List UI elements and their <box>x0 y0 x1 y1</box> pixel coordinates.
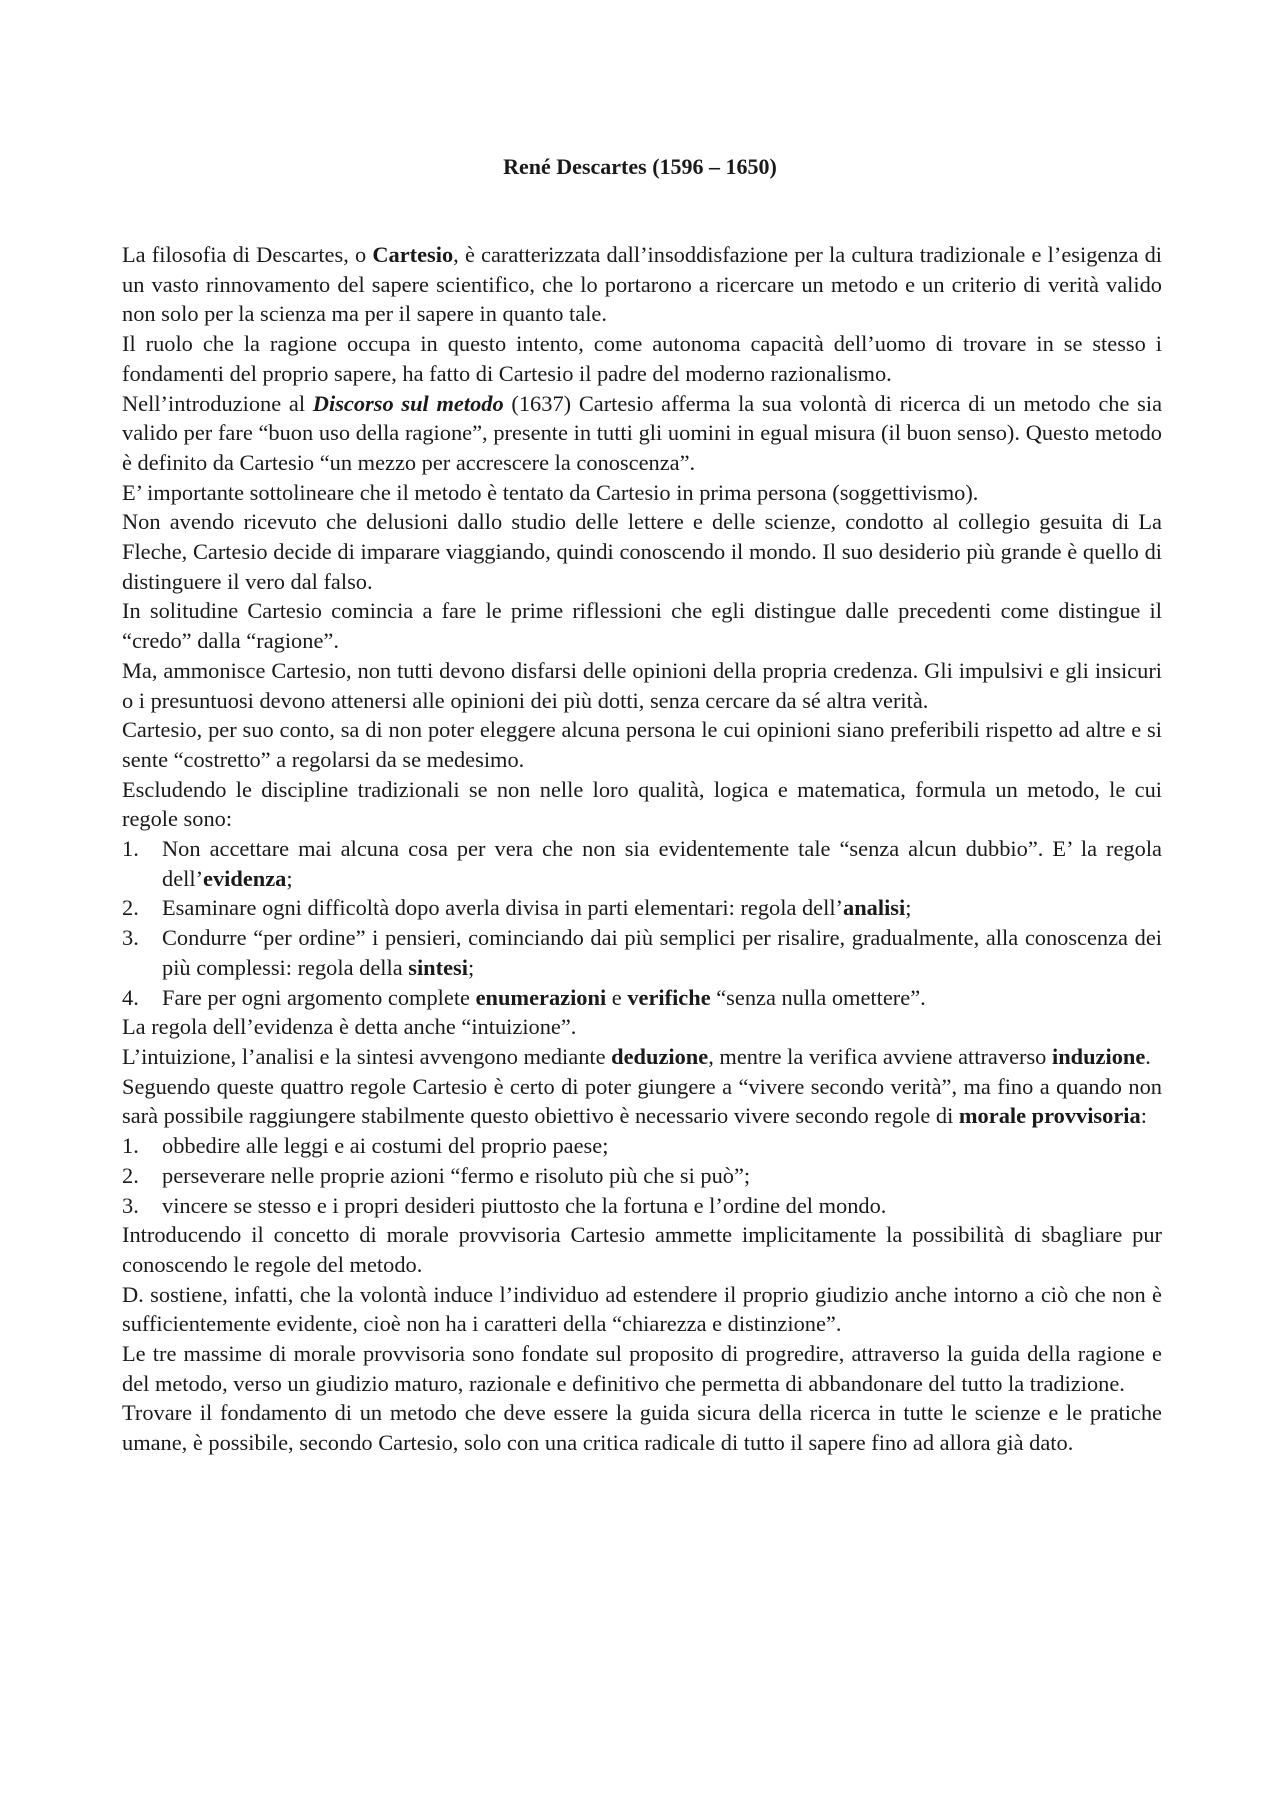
paragraph-intuizione: La regola dell’evidenza è detta anche “intuizione”. <box>122 1014 577 1040</box>
text-run: , è caratterizzata dall’insoddisfazione per la cultura tradizionale e l’esigenza di un vasto rinnovamento del sapere scientifico, che lo portarono a ricercare un metodo e un criterio di verità valido non solo per la scienza ma per il sapere in quanto tale. <box>122 242 1162 327</box>
text-run: vincere se stesso e i propri desideri piuttosto che la fortuna e l’ordine del mondo. <box>162 1192 887 1218</box>
paragraph-intro <box>122 240 1162 329</box>
paragraph-discorso <box>122 389 1162 478</box>
text-run: ; <box>286 865 293 891</box>
bold-term-cartesio: Cartesio <box>372 242 454 267</box>
text-run: , mentre la verifica avviene attraverso <box>708 1043 1052 1069</box>
list-number: 3. <box>122 925 139 951</box>
list-item <box>122 923 1162 982</box>
bold-term-morale-provvisoria: morale provvisoria <box>958 1103 1141 1129</box>
paragraph-ammonisce: Ma, ammonisce Cartesio, non tutti devono disfarsi delle opinioni della propria credenza. Gli impulsivi e gli insicuri o i presuntuosi devono attenersi alle opinioni dei più dotti, senza cercare da sé altra verità. <box>122 657 1162 713</box>
text-run: Condurre “per ordine” i pensieri, cominciando dai più semplici per risalire, gradualmente, alla conoscenza dei più complessi: regola della <box>162 925 1162 980</box>
text-run: La filosofia di Descartes, o <box>122 242 373 267</box>
text-run: “senza nulla omettere”. <box>710 984 926 1010</box>
text-run: ; <box>905 895 912 921</box>
paragraph-soggettivismo: E’ importante sottolineare che il metodo è tentato da Cartesio in prima persona (soggettivismo). <box>122 479 979 505</box>
paragraph-conclusione: Trovare il fondamento di un metodo che deve essere la guida sicura della ricerca in tutte le scienze e le pratiche umane, è possibile, secondo Cartesio, solo con una critica radicale di tutto il sapere fino ad allora già dato. <box>122 1400 1162 1456</box>
bold-term-evidenza: evidenza <box>203 865 287 891</box>
document-body <box>122 240 1162 1458</box>
bold-term-verifiche: verifiche <box>627 984 711 1010</box>
paragraph-solitudine: In solitudine Cartesio comincia a fare le prime riflessioni che egli distingue dalle precedenti come distingue il “credo” dalla “ragione”. <box>122 598 1162 654</box>
paragraph-volonta: D. sostiene, infatti, che la volontà induce l’individuo ad estendere il proprio giudizio anche intorno a ciò che non è sufficientemente evidente, cioè non ha i caratteri della “chiarezza e distinzione”. <box>122 1281 1162 1337</box>
moral-rules-list <box>122 1131 1162 1220</box>
bold-term-deduzione: deduzione <box>611 1043 709 1069</box>
text-run: . <box>1145 1043 1151 1069</box>
bold-italic-title-discorso: Discorso sul metodo <box>312 390 504 416</box>
list-number: 4. <box>122 984 139 1010</box>
bold-term-analisi: analisi <box>843 895 906 921</box>
list-item <box>122 1161 1162 1191</box>
text-run: perseverare nelle proprie azioni “fermo e risoluto più che si può”; <box>162 1162 751 1188</box>
text-run: (1637) Cartesio afferma la sua volontà di ricerca di un metodo che sia valido per fare “buon uso della ragione”, presente in tutti gli uomini in egual misura (il buon senso). Questo metodo è definito da Cartesio “un mezzo per accrescere la conoscenza”. <box>122 390 1163 475</box>
page-title: René Descartes (1596 – 1650) <box>503 154 777 179</box>
paragraph-regole-intro: Escludendo le discipline tradizionali se non nelle loro qualità, logica e matematica, formula un metodo, le cui regole sono: <box>122 776 1162 832</box>
text-run: Fare per ogni argomento complete <box>162 984 476 1010</box>
bold-term-induzione: induzione <box>1051 1043 1146 1069</box>
paragraph-sbagliare: Introducendo il concetto di morale provvisoria Cartesio ammette implicitamente la possibilità di sbagliare pur conoscendo le regole del metodo. <box>122 1222 1162 1277</box>
list-item <box>122 1131 1162 1161</box>
list-number: 2. <box>122 1162 139 1188</box>
list-number: 1. <box>122 836 139 862</box>
paragraph-per-suo-conto: Cartesio, per suo conto, sa di non poter eleggere alcuna persona le cui opinioni siano preferibili rispetto ad altre e si sente “costretto” a regolarsi da se medesimo. <box>122 717 1162 772</box>
list-item <box>122 893 1162 923</box>
paragraph-la-fleche: Non avendo ricevuto che delusioni dallo studio delle lettere e delle scienze, condotto al collegio gesuita di La Fleche, Cartesio decide di imparare viaggiando, quindi conoscendo il mondo. Il suo desiderio più grande è quello di distinguere il vero dal falso. <box>122 509 1162 594</box>
text-run: e <box>606 984 628 1010</box>
text-run: Seguendo queste quattro regole Cartesio è certo di poter giungere a “vivere secondo verità”, ma fino a quando non sarà possibile raggiungere stabilmente questo obiettivo è necessario vivere secondo regole di <box>122 1073 1162 1129</box>
method-rules-list <box>122 834 1162 1012</box>
text-run: Nell’introduzione al <box>122 390 313 416</box>
list-number: 3. <box>122 1192 139 1218</box>
paragraph-deduzione <box>122 1042 1162 1072</box>
text-run: Esaminare ogni difficoltà dopo averla divisa in parti elementari: regola dell’ <box>162 895 844 921</box>
paragraph-morale-intro <box>122 1072 1162 1131</box>
paragraph-tre-massime: Le tre massime di morale provvisoria sono fondate sul proposito di progredire, attraverso la guida della ragione e del metodo, verso un giudizio maturo, razionale e definitivo che permetta di abbandonare del tutto la tradizione. <box>122 1341 1162 1396</box>
list-item <box>122 834 1162 893</box>
text-run: : <box>1140 1103 1147 1129</box>
text-run: ; <box>467 954 475 980</box>
list-number: 2. <box>122 895 139 921</box>
list-number: 1. <box>122 1133 139 1159</box>
text-run: obbedire alle leggi e ai costumi del proprio paese; <box>162 1133 609 1159</box>
paragraph-rationalism: Il ruolo che la ragione occupa in questo intento, come autonoma capacità dell’uomo di trovare in se stesso i fondamenti del proprio sapere, ha fatto di Cartesio il padre del moderno razionalismo. <box>122 331 1162 386</box>
bold-term-enumerazioni: enumerazioni <box>475 984 607 1010</box>
list-item <box>122 1191 1162 1221</box>
text-run: Non accettare mai alcuna cosa per vera che non sia evidentemente tale “senza alcun dubbio”. E’ la regola dell’ <box>162 836 1162 891</box>
list-item <box>122 983 1162 1013</box>
bold-term-sintesi: sintesi <box>408 954 468 980</box>
text-run: L’intuizione, l’analisi e la sintesi avvengono mediante <box>122 1043 612 1069</box>
